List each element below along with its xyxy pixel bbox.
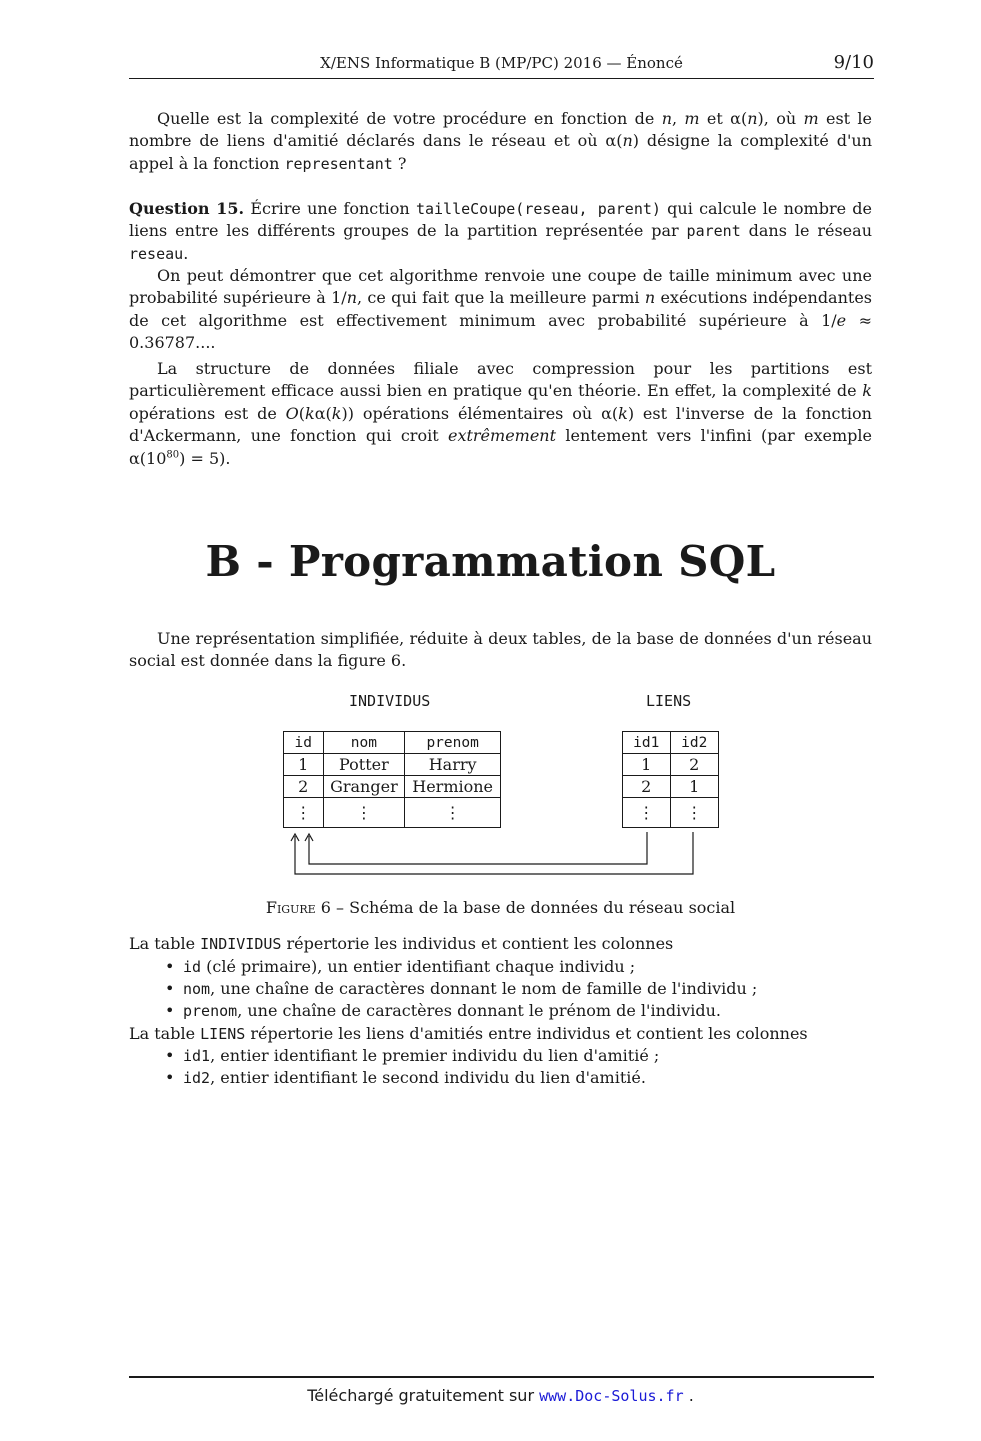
text: ), où xyxy=(757,109,804,128)
code-representant: representant xyxy=(284,154,393,173)
text: )) opérations élémentaires où α( xyxy=(341,403,619,423)
text: ≈ 0.36787.... xyxy=(129,310,872,353)
column-header: nom xyxy=(323,732,405,754)
table-cell: 2 xyxy=(284,776,324,798)
page-footer xyxy=(0,1386,981,1405)
complexity-question-paragraph xyxy=(129,108,872,175)
footer-link[interactable]: www.Doc-Solus.fr xyxy=(539,1387,684,1405)
code-taillecoupe: tailleCoupe(reseau, parent) xyxy=(415,200,661,218)
list-item xyxy=(165,1001,721,1020)
table-cell: Granger xyxy=(323,776,405,798)
text: répertorie les liens d'amitiés entre individus et contient les colonnes xyxy=(245,1024,808,1043)
code-column: prenom xyxy=(183,1002,238,1020)
table-cell: Harry xyxy=(405,754,501,776)
superscript: 80 xyxy=(166,449,180,461)
text: ? xyxy=(392,153,407,173)
text: dans le réseau xyxy=(740,221,872,241)
text: opérations est de xyxy=(129,403,286,423)
fk-line-id2 xyxy=(295,832,693,874)
question-15 xyxy=(129,198,872,265)
text: La structure de données filiale avec compression pour les partitions est particulièrement efficace aussi bien en pratique qu'en théorie. En effet, la complexité de xyxy=(129,359,872,401)
math-var: O xyxy=(285,403,299,423)
code-column: id2 xyxy=(183,1069,211,1087)
list-item xyxy=(165,979,757,998)
math-var: m xyxy=(684,109,700,128)
code-parent: parent xyxy=(686,222,741,241)
emphasis: extrêmement xyxy=(447,426,557,446)
column-header: id xyxy=(284,732,324,754)
list-item xyxy=(165,957,635,976)
math-var: n xyxy=(622,131,633,151)
table-row xyxy=(623,776,719,798)
text: , une chaîne de caractères donnant le prénom de l'individu. xyxy=(237,1001,722,1020)
caption-text: – Schéma de la base de données du réseau social xyxy=(330,898,736,917)
text: , entier identifiant le premier individu du lien d'amitié ; xyxy=(210,1046,660,1065)
text: lentement vers l'infini (par exemple α(10 xyxy=(129,426,873,468)
table-individus xyxy=(283,731,501,828)
table-cell: 2 xyxy=(623,776,671,798)
table-cell: ⋮ xyxy=(623,798,671,828)
footer-rule xyxy=(129,1376,874,1378)
table-cell: ⋮ xyxy=(670,798,719,828)
list-item xyxy=(165,1068,646,1087)
math-var: k xyxy=(331,403,342,423)
page-number: 9/10 xyxy=(833,52,874,73)
table-row-ellipsis xyxy=(623,798,719,828)
individus-description xyxy=(129,934,673,953)
text: et α( xyxy=(699,109,748,128)
liens-description xyxy=(129,1024,808,1043)
table-header-row xyxy=(623,732,719,754)
text: , ce qui fait que la meilleure parmi xyxy=(357,288,645,308)
text: est le nombre de liens d'amitié déclarés dans le réseau et où α( xyxy=(129,109,873,151)
math-var: n xyxy=(747,109,758,128)
code-reseau: reseau xyxy=(129,244,184,263)
math-var: n xyxy=(346,288,357,308)
code-liens: LIENS xyxy=(200,1025,246,1043)
text: La table xyxy=(129,934,201,953)
figure-caption xyxy=(0,898,981,917)
intro-paragraph: Une représentation simplifiée, réduite à deux tables, de la base de données d'un réseau social est donnée dans la figure 6. xyxy=(129,629,872,671)
text: ) est l'inverse de la fonction d'Ackermann, une fonction qui croit xyxy=(129,403,872,446)
code-column: id xyxy=(183,958,202,976)
table-row xyxy=(284,776,501,798)
table-cell: 1 xyxy=(284,754,324,776)
table-name-liens: LIENS xyxy=(646,692,692,710)
caption-label: Figure 6 xyxy=(265,898,331,917)
section-title: B - Programmation SQL xyxy=(205,537,776,586)
table-name-individus: INDIVIDUS xyxy=(349,692,431,710)
question-label: Question 15. xyxy=(129,199,245,218)
fk-line-id1 xyxy=(309,832,647,864)
text: exécutions indépendantes de cet algorithme est effectivement minimum avec probabilité supérieure à 1/ xyxy=(129,288,873,330)
ackermann-paragraph xyxy=(129,358,872,470)
bullet-icon: • xyxy=(165,1046,175,1065)
list-item xyxy=(165,1046,659,1065)
table-liens xyxy=(622,731,719,828)
code-column: id1 xyxy=(183,1047,211,1065)
footer-text: Téléchargé gratuitement sur xyxy=(307,1386,540,1405)
table-cell: Hermione xyxy=(405,776,501,798)
bullet-icon: • xyxy=(165,1068,175,1087)
table-header-row xyxy=(284,732,501,754)
probability-paragraph xyxy=(129,265,872,355)
math-var: n xyxy=(661,109,672,128)
text: ) = 5). xyxy=(179,448,231,468)
text: (clé primaire), un entier identifiant chaque individu ; xyxy=(201,957,636,976)
math-var: e xyxy=(836,310,847,330)
table-cell: ⋮ xyxy=(323,798,405,828)
table-cell: 2 xyxy=(670,754,719,776)
table-cell: ⋮ xyxy=(405,798,501,828)
column-header: id1 xyxy=(623,732,671,754)
text: ) désigne la complexité d'un appel à la fonction xyxy=(129,131,872,173)
foreign-key-arrows xyxy=(280,828,710,880)
text: Écrire une fonction xyxy=(244,199,416,218)
text: , une chaîne de caractères donnant le nom de famille de l'individu ; xyxy=(210,979,758,998)
math-var: k xyxy=(305,403,315,423)
table-row xyxy=(623,754,719,776)
code-column: nom xyxy=(183,980,211,998)
table-cell: Potter xyxy=(323,754,405,776)
table-row xyxy=(284,754,501,776)
header-title: X/ENS Informatique B (MP/PC) 2016 — Énoncé xyxy=(320,54,683,72)
table-cell: ⋮ xyxy=(284,798,324,828)
table-cell: 1 xyxy=(623,754,671,776)
text: , xyxy=(672,109,685,128)
column-header: prenom xyxy=(405,732,501,754)
bullet-icon: • xyxy=(165,1001,175,1020)
table-cell: 1 xyxy=(670,776,719,798)
bullet-icon: • xyxy=(165,979,175,998)
text: La table xyxy=(129,1024,201,1043)
text: α( xyxy=(314,403,332,423)
text: , entier identifiant le second individu du lien d'amitié. xyxy=(210,1068,646,1087)
text: Quelle est la complexité de votre procédure en fonction de xyxy=(157,109,662,128)
bullet-icon: • xyxy=(165,957,175,976)
math-var: m xyxy=(803,109,819,128)
page-header xyxy=(129,52,874,79)
math-var: k xyxy=(862,381,872,401)
text: . xyxy=(183,243,189,263)
text: qui calcule le nombre de liens entre les différents groupes de la partition représentée par xyxy=(129,199,873,241)
text: On peut démontrer que cet algorithme renvoie une coupe de taille minimum avec une probabilité supérieure à 1/ xyxy=(129,266,872,308)
table-row-ellipsis xyxy=(284,798,501,828)
code-individus: INDIVIDUS xyxy=(200,935,282,953)
text: répertorie les individus et contient les colonnes xyxy=(281,934,674,953)
math-var: k xyxy=(618,403,628,423)
math-var: n xyxy=(644,288,656,308)
text: ( xyxy=(298,403,306,423)
footer-end: . xyxy=(683,1386,694,1405)
column-header: id2 xyxy=(670,732,719,754)
